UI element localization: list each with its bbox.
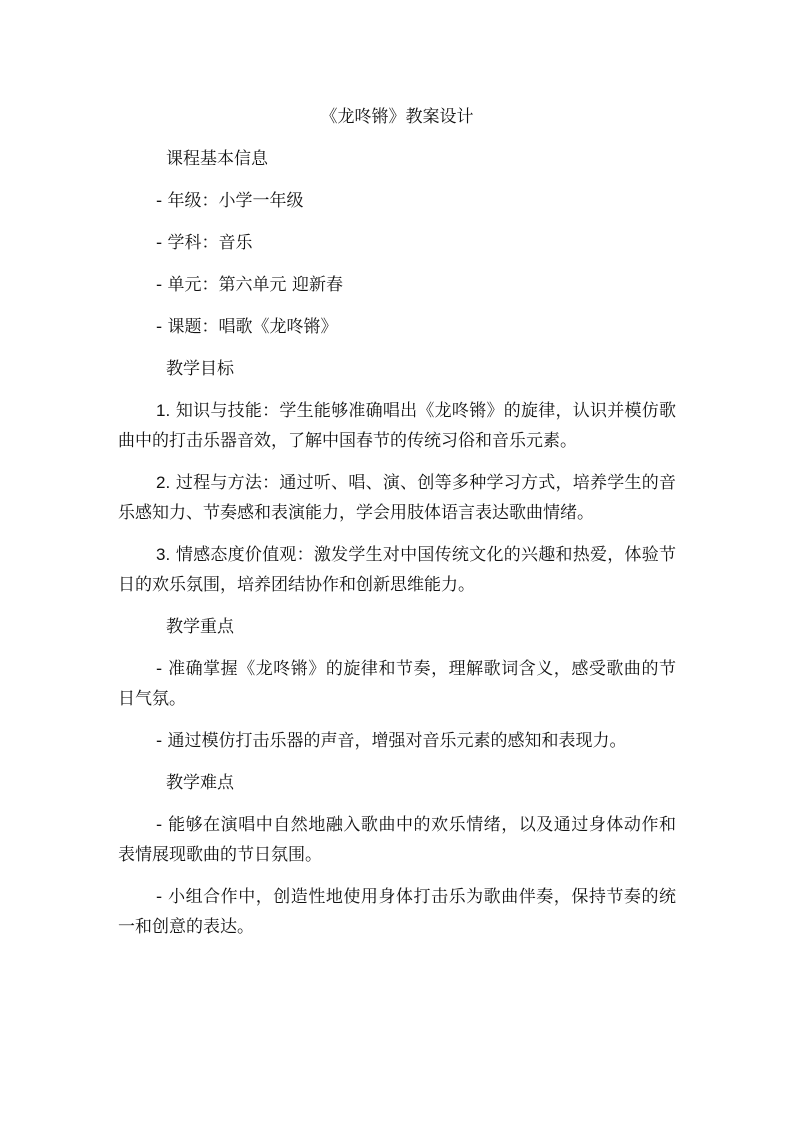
- info-topic: - 课题：唱歌《龙咚锵》: [156, 317, 338, 337]
- objective-number: 2.: [156, 473, 171, 492]
- objective-text: 过程与方法：通过听、唱、演、创等多种学习方式，培养学生的音乐感知力、节奏感和表演能力，学会用肢体语言表达歌曲情绪。: [118, 473, 676, 523]
- section-heading-key-points: 教学重点: [166, 617, 234, 637]
- info-unit: - 单元：第六单元 迎新春: [156, 275, 343, 295]
- key-point-item: - 准确掌握《龙咚锵》的旋律和节奏，理解歌词含义，感受歌曲的节日气氛。: [118, 659, 676, 709]
- document-body: [118, 102, 676, 954]
- section-heading-basic-info: 课程基本信息: [166, 149, 268, 169]
- objective-text: 知识与技能：学生能够准确唱出《龙咚锵》的旋律，认识并模仿歌曲中的打击乐器音效，了解中国春节的传统习俗和音乐元素。: [118, 401, 676, 451]
- objective-item: [118, 396, 676, 456]
- key-point-item: - 通过模仿打击乐器的声音，增强对音乐元素的感知和表现力。: [156, 731, 627, 751]
- difficulty-item: - 能够在演唱中自然地融入歌曲中的欢乐情绪，以及通过身体动作和表情展现歌曲的节日氛围。: [118, 815, 676, 865]
- section-heading-difficulties: 教学难点: [166, 773, 234, 793]
- objective-number: 1.: [156, 401, 171, 420]
- objective-item: [118, 540, 676, 600]
- info-grade: - 年级：小学一年级: [156, 191, 304, 211]
- objective-text: 情感态度价值观：激发学生对中国传统文化的兴趣和热爱，体验节日的欢乐氛围，培养团结协作和创新思维能力。: [118, 545, 676, 595]
- info-subject: - 学科：音乐: [156, 233, 253, 253]
- document-title: 《龙咚锵》教案设计: [320, 107, 474, 127]
- objective-number: 3.: [156, 545, 171, 564]
- section-heading-objectives: 教学目标: [166, 359, 234, 379]
- difficulty-item: - 小组合作中，创造性地使用身体打击乐为歌曲伴奏，保持节奏的统一和创意的表达。: [118, 887, 676, 937]
- objective-item: [118, 468, 676, 528]
